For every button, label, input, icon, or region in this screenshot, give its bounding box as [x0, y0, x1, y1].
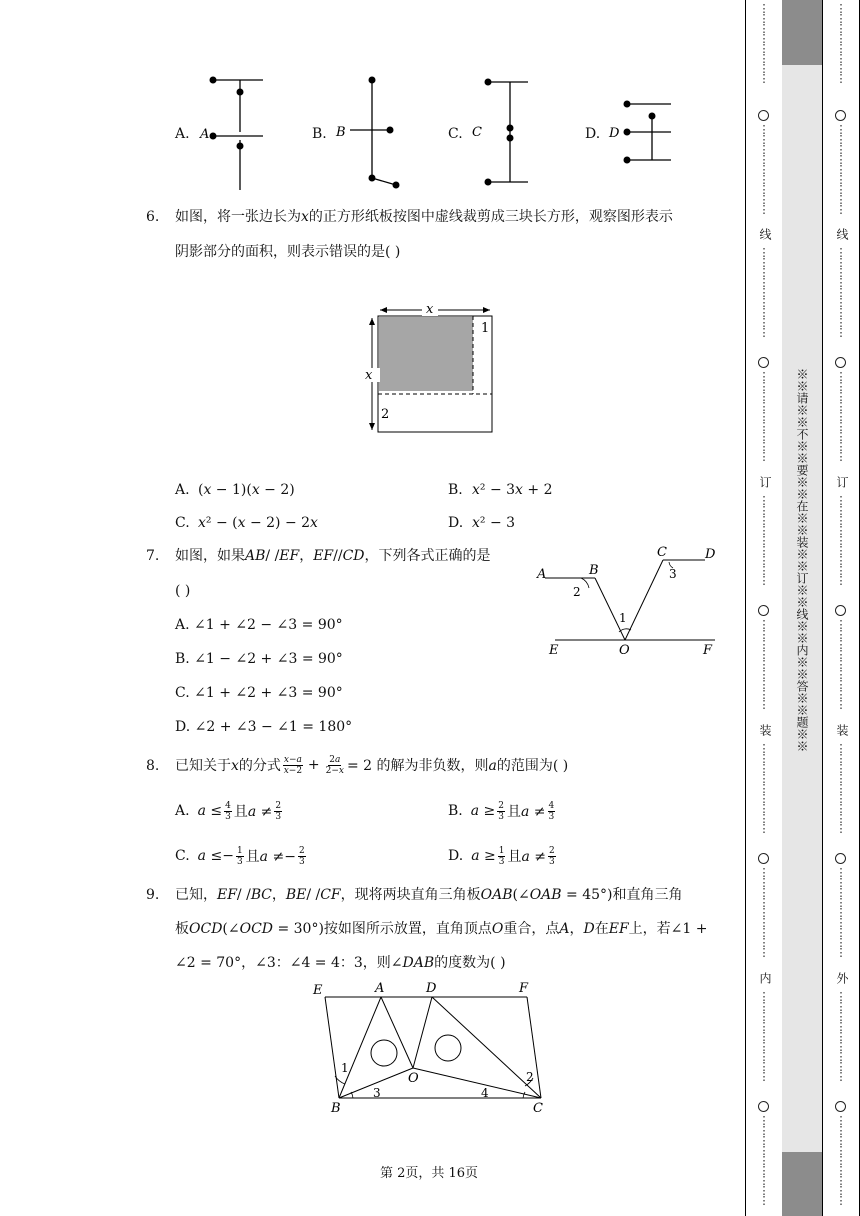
- q8-b-n2: 4: [548, 800, 555, 811]
- q6-option-a-text: (𝑥 − 1)(𝑥 − 2): [198, 482, 295, 498]
- q9-fig-E: E: [313, 983, 323, 998]
- q5-option-a-label: A.: [175, 126, 190, 142]
- q7-stem-line2: ( ): [175, 583, 191, 599]
- q8-d-mid: 且𝑎 ≠: [507, 849, 546, 865]
- binding-outer-column: [822, 0, 860, 1216]
- q8-plus: +: [307, 757, 320, 773]
- q9-figure: [305, 978, 560, 1118]
- q8-a-label: A.: [175, 803, 190, 819]
- q6-stem-line1: 如图，将一张边长为𝑥的正方形纸板按图中虚线裁剪成三块长方形，观察图形表示: [175, 209, 673, 225]
- q8-f1-num: 𝑥−𝑎: [283, 754, 302, 765]
- q5-a-letter: A: [200, 127, 210, 142]
- inner-dots-9: ⋮ ⋮ ⋮ ⋮ ⋮ ⋮ ⋮ ⋮ ⋮: [758, 990, 770, 1083]
- q8-f1-den: 𝑥−2: [283, 765, 303, 776]
- q8-option-b: [448, 796, 557, 826]
- q5-figure-b: [332, 70, 407, 195]
- q6-fig-1: 1: [481, 321, 490, 336]
- outer-dots-6: ⋮ ⋮ ⋮ ⋮ ⋮ ⋮ ⋮ ⋮ ⋮: [835, 618, 847, 711]
- outer-dots-3: ⋮ ⋮ ⋮ ⋮ ⋮ ⋮ ⋮ ⋮ ⋮: [835, 246, 847, 339]
- q8-option-a: [175, 796, 284, 826]
- q8-c-mid: 且𝑎 ≠−: [245, 849, 296, 865]
- q8-c-label: C.: [175, 848, 190, 864]
- outer-mark-line: 线: [835, 228, 849, 240]
- inner-dots-2: ⋮ ⋮ ⋮ ⋮ ⋮ ⋮ ⋮ ⋮ ⋮: [758, 123, 770, 216]
- outer-dots-9: ⋮ ⋮ ⋮ ⋮ ⋮ ⋮ ⋮ ⋮ ⋮: [835, 990, 847, 1083]
- q6-option-d-label: D.: [448, 515, 464, 531]
- q6-option-b-label: B.: [448, 482, 463, 498]
- q9-fig-F: F: [519, 981, 529, 996]
- q8-a-n2: 2: [275, 800, 282, 811]
- q9-number: 9.: [146, 887, 160, 903]
- q7-fig-E: E: [549, 643, 559, 658]
- q9-fig-O: O: [408, 1071, 419, 1086]
- inner-dots-top: ⋮ ⋮ ⋮ ⋮ ⋮ ⋮ ⋮ ⋮: [758, 2, 770, 85]
- q6-fig-2: 2: [381, 407, 390, 422]
- outer-mark-zhuang: 装: [835, 724, 849, 736]
- q6-number: 6.: [146, 209, 160, 225]
- q9-fig-C: C: [533, 1101, 543, 1116]
- inner-dots-6: ⋮ ⋮ ⋮ ⋮ ⋮ ⋮ ⋮ ⋮ ⋮: [758, 618, 770, 711]
- outer-dots-4: ⋮ ⋮ ⋮ ⋮ ⋮ ⋮ ⋮ ⋮ ⋮: [835, 370, 847, 463]
- q6-option-a-label: A.: [175, 482, 190, 498]
- outer-mark-wai: 外: [835, 972, 849, 984]
- q8-fraction-2: [326, 755, 344, 776]
- q9-fig-B: B: [331, 1101, 341, 1116]
- q8-d-d2: 3: [548, 856, 555, 867]
- q8-b-d2: 3: [548, 811, 555, 822]
- q8-a-n1: 4: [225, 800, 231, 811]
- q7-fig-O: O: [619, 643, 630, 658]
- q8-b-d1: 3: [498, 811, 505, 822]
- q8-stem: [175, 750, 568, 780]
- q7-fig-1: 1: [619, 611, 627, 625]
- q8-stem-pre: 已知关于𝑥的分式: [175, 758, 281, 774]
- inner-dots-3: ⋮ ⋮ ⋮ ⋮ ⋮ ⋮ ⋮ ⋮ ⋮: [758, 246, 770, 339]
- q7-fig-B: B: [589, 563, 599, 578]
- q7-number: 7.: [146, 548, 160, 564]
- q6-square-figure: [360, 298, 500, 438]
- q9-fig-A: A: [375, 981, 385, 996]
- outer-dots-5: ⋮ ⋮ ⋮ ⋮ ⋮ ⋮ ⋮ ⋮ ⋮: [835, 494, 847, 587]
- inner-mark-line: 线: [758, 228, 772, 240]
- q7-figure: [535, 540, 725, 665]
- q5-option-b-label: B.: [312, 126, 327, 142]
- q8-a-frac2: [274, 801, 282, 822]
- q6-option-c-text: 𝑥² − (𝑥 − 2) − 2𝑥: [198, 515, 318, 531]
- q8-b-rel: 𝑎 ≥: [470, 803, 496, 819]
- q7-fig-A: A: [537, 567, 547, 582]
- q6-fig-x-top: x: [426, 302, 434, 317]
- inner-dots-10: ⋮ ⋮ ⋮ ⋮ ⋮ ⋮ ⋮ ⋮ ⋮: [758, 1114, 770, 1207]
- q8-c-n1: 1: [236, 845, 243, 856]
- q8-number: 8.: [146, 758, 160, 774]
- q9-stem-line1: 已知，𝐸𝐹/ /𝐵𝐶，𝐵𝐸/ /𝐶𝐹，现将两块直角三角板𝑂𝐴𝐵(∠𝑂𝐴𝐵 = 45°)和直角三角: [175, 887, 683, 903]
- outer-dots-10: ⋮ ⋮ ⋮ ⋮ ⋮ ⋮ ⋮ ⋮ ⋮: [835, 1114, 847, 1207]
- inner-dots-4: ⋮ ⋮ ⋮ ⋮ ⋮ ⋮ ⋮ ⋮ ⋮: [758, 370, 770, 463]
- outer-dots-8: ⋮ ⋮ ⋮ ⋮ ⋮ ⋮ ⋮ ⋮ ⋮: [835, 866, 847, 959]
- outer-dots-2: ⋮ ⋮ ⋮ ⋮ ⋮ ⋮ ⋮ ⋮ ⋮: [835, 123, 847, 216]
- q6-option-b-text: 𝑥² − 3𝑥 + 2: [472, 482, 553, 498]
- page-footer: [0, 1162, 860, 1181]
- q8-d-frac1: [498, 846, 506, 867]
- outer-mark-ding: 订: [835, 476, 849, 488]
- q5-figure-c: [468, 70, 543, 195]
- q8-d-n1: 1: [498, 845, 505, 856]
- q5-figure-d: [605, 90, 680, 170]
- q9-fig-4: 4: [481, 1086, 489, 1100]
- inner-dots-7: ⋮ ⋮ ⋮ ⋮ ⋮ ⋮ ⋮ ⋮ ⋮: [758, 742, 770, 835]
- q8-a-rel: 𝑎 ≤: [197, 803, 223, 819]
- q9-fig-2: 2: [526, 1070, 534, 1084]
- q8-b-n1: 2: [498, 800, 505, 811]
- q8-b-frac1: [497, 801, 505, 822]
- outer-dots-7: ⋮ ⋮ ⋮ ⋮ ⋮ ⋮ ⋮ ⋮ ⋮: [835, 742, 847, 835]
- q5-figure-a: [195, 70, 270, 195]
- q9-fig-D: D: [426, 981, 437, 996]
- q8-a-d1: 3: [225, 811, 231, 822]
- q6-fig-x-left: x: [365, 368, 373, 383]
- q8-option-d: [448, 841, 558, 871]
- page-number: 第 2页，共 16页: [379, 1166, 479, 1181]
- q8-fraction-1: [283, 755, 303, 776]
- q5-option-c-label: C.: [448, 126, 463, 142]
- q8-d-frac2: [548, 846, 556, 867]
- q8-d-rel: 𝑎 ≥: [471, 848, 496, 864]
- q8-d-d1: 3: [498, 856, 505, 867]
- q6-stem-line2: 阴影部分的面积，则表示错误的是( ): [175, 244, 401, 260]
- q7-option-d: D. ∠2 + ∠3 − ∠1 = 180°: [175, 719, 353, 735]
- q8-c-frac1: [236, 846, 244, 867]
- q8-c-frac2: [298, 846, 306, 867]
- q8-b-label: B.: [448, 803, 463, 819]
- q8-b-mid: 且𝑎 ≠: [507, 804, 546, 820]
- q7-fig-D: D: [705, 547, 716, 562]
- q9-fig-1: 1: [341, 1061, 349, 1075]
- q9-fig-3: 3: [373, 1086, 381, 1100]
- q8-b-frac2: [548, 801, 556, 822]
- q8-d-label: D.: [448, 848, 464, 864]
- inner-dots-8: ⋮ ⋮ ⋮ ⋮ ⋮ ⋮ ⋮ ⋮ ⋮: [758, 866, 770, 959]
- q7-option-c: C. ∠1 + ∠2 + ∠3 = 90°: [175, 685, 343, 701]
- q6-option-d-text: 𝑥² − 3: [472, 515, 516, 531]
- q7-option-b: B. ∠1 − ∠2 + ∠3 = 90°: [175, 651, 343, 667]
- q8-c-d2: 3: [298, 856, 305, 867]
- warning-strip-bottom-block: [782, 1152, 822, 1216]
- q5-option-d-label: D.: [585, 126, 601, 142]
- q8-c-d1: 3: [236, 856, 243, 867]
- q8-f2-den: 2−𝑥: [325, 765, 344, 776]
- q8-d-n2: 2: [548, 845, 555, 856]
- q8-a-d2: 3: [275, 811, 282, 822]
- q8-c-rel: 𝑎 ≤−: [197, 848, 234, 864]
- q8-a-mid: 且𝑎 ≠: [233, 804, 273, 820]
- q5-c-letter: C: [472, 125, 482, 140]
- inner-mark-nei: 内: [758, 972, 772, 984]
- q7-fig-3: 3: [669, 567, 677, 581]
- q7-fig-F: F: [703, 643, 713, 658]
- inner-mark-zhuang: 装: [758, 724, 772, 736]
- q8-option-c: [175, 841, 308, 871]
- warning-strip-top-block: [782, 0, 822, 65]
- inner-mark-ding: 订: [758, 476, 772, 488]
- q6-option-c-label: C.: [175, 515, 190, 531]
- q5-b-letter: B: [336, 125, 346, 140]
- inner-dots-5: ⋮ ⋮ ⋮ ⋮ ⋮ ⋮ ⋮ ⋮ ⋮: [758, 494, 770, 587]
- binding-inner-column: [745, 0, 783, 1216]
- q5-d-letter: D: [609, 126, 620, 141]
- q8-f2-num: 2𝑎: [329, 754, 341, 765]
- q7-fig-C: C: [657, 545, 667, 560]
- q9-stem-line3: ∠2 = 70°，∠3：∠4 = 4：3，则∠𝐷𝐴𝐵的度数为( ): [175, 955, 506, 971]
- binding-warning-strip: [782, 0, 822, 1216]
- q9-stem-line2: 板𝑂𝐶𝐷(∠𝑂𝐶𝐷 = 30°)按如图所示放置，直角顶点𝑂重合，点𝐴，𝐷在𝐸𝐹上，若∠1 +: [175, 921, 708, 937]
- q8-stem-post: = 2 的解为非负数，则𝑎的范围为( ): [346, 758, 569, 774]
- q7-fig-2: 2: [573, 585, 581, 599]
- outer-dots-top: ⋮ ⋮ ⋮ ⋮ ⋮ ⋮ ⋮ ⋮: [835, 2, 847, 85]
- q8-a-frac1: [224, 801, 232, 822]
- q7-option-a: A. ∠1 + ∠2 − ∠3 = 90°: [175, 617, 343, 633]
- q7-stem-line1: 如图，如果𝐴𝐵/ /𝐸𝐹，𝐸𝐹//𝐶𝐷，下列各式正确的是: [175, 548, 491, 564]
- q8-c-n2: 2: [298, 845, 305, 856]
- binding-warning-text: ※※请※※不※※要※※在※※装※※订※※线※※内※※答※※题※※: [795, 368, 809, 752]
